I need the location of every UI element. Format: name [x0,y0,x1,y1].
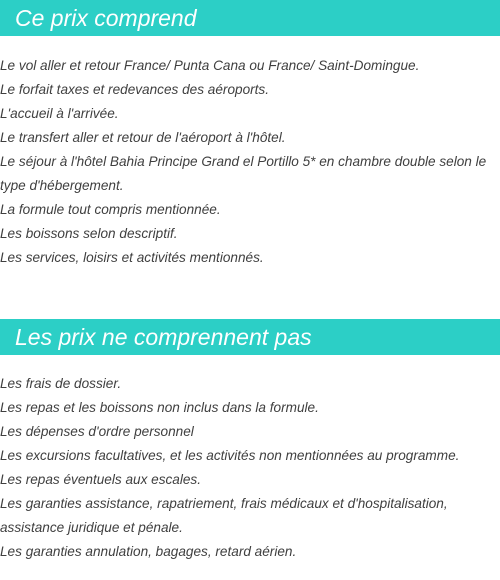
included-item: Le forfait taxes et redevances des aéroports. [0,82,270,97]
included-item: La formule tout compris mentionnée. [0,202,221,217]
not-included-item: Les repas éventuels aux escales. [0,472,202,487]
included-item: Le transfert aller et retour de l'aéroport à l'hôtel. [0,130,286,145]
included-item: L'accueil à l'arrivée. [0,106,119,121]
not-included-item: Les excursions facultatives, et les activités non mentionnées au programme. [0,448,460,463]
included-item: Les boissons selon descriptif. [0,226,178,241]
not-included-section-header: Les prix ne comprennent pas [0,319,500,355]
included-item: Les services, loisirs et activités mentionnés. [0,250,264,265]
not-included-item: Les garanties assistance, rapatriement, frais médicaux et d'hospitalisation, assistance juridique et pénale. [0,496,448,535]
included-item: Le vol aller et retour France/ Punta Cana ou France/ Saint-Domingue. [0,58,420,73]
included-section-header: Ce prix comprend [0,0,500,36]
not-included-item: Les garanties annulation, bagages, retard aérien. [0,544,297,559]
not-included-item: Les dépenses d'ordre personnel [0,424,194,439]
included-list [0,54,500,270]
not-included-item: Les repas et les boissons non inclus dans la formule. [0,400,319,415]
not-included-item: Les frais de dossier. [0,376,122,391]
included-item: Le séjour à l'hôtel Bahia Principe Grand el Portillo 5* en chambre double selon le type d'hébergement. [0,154,487,193]
not-included-list [0,372,500,564]
